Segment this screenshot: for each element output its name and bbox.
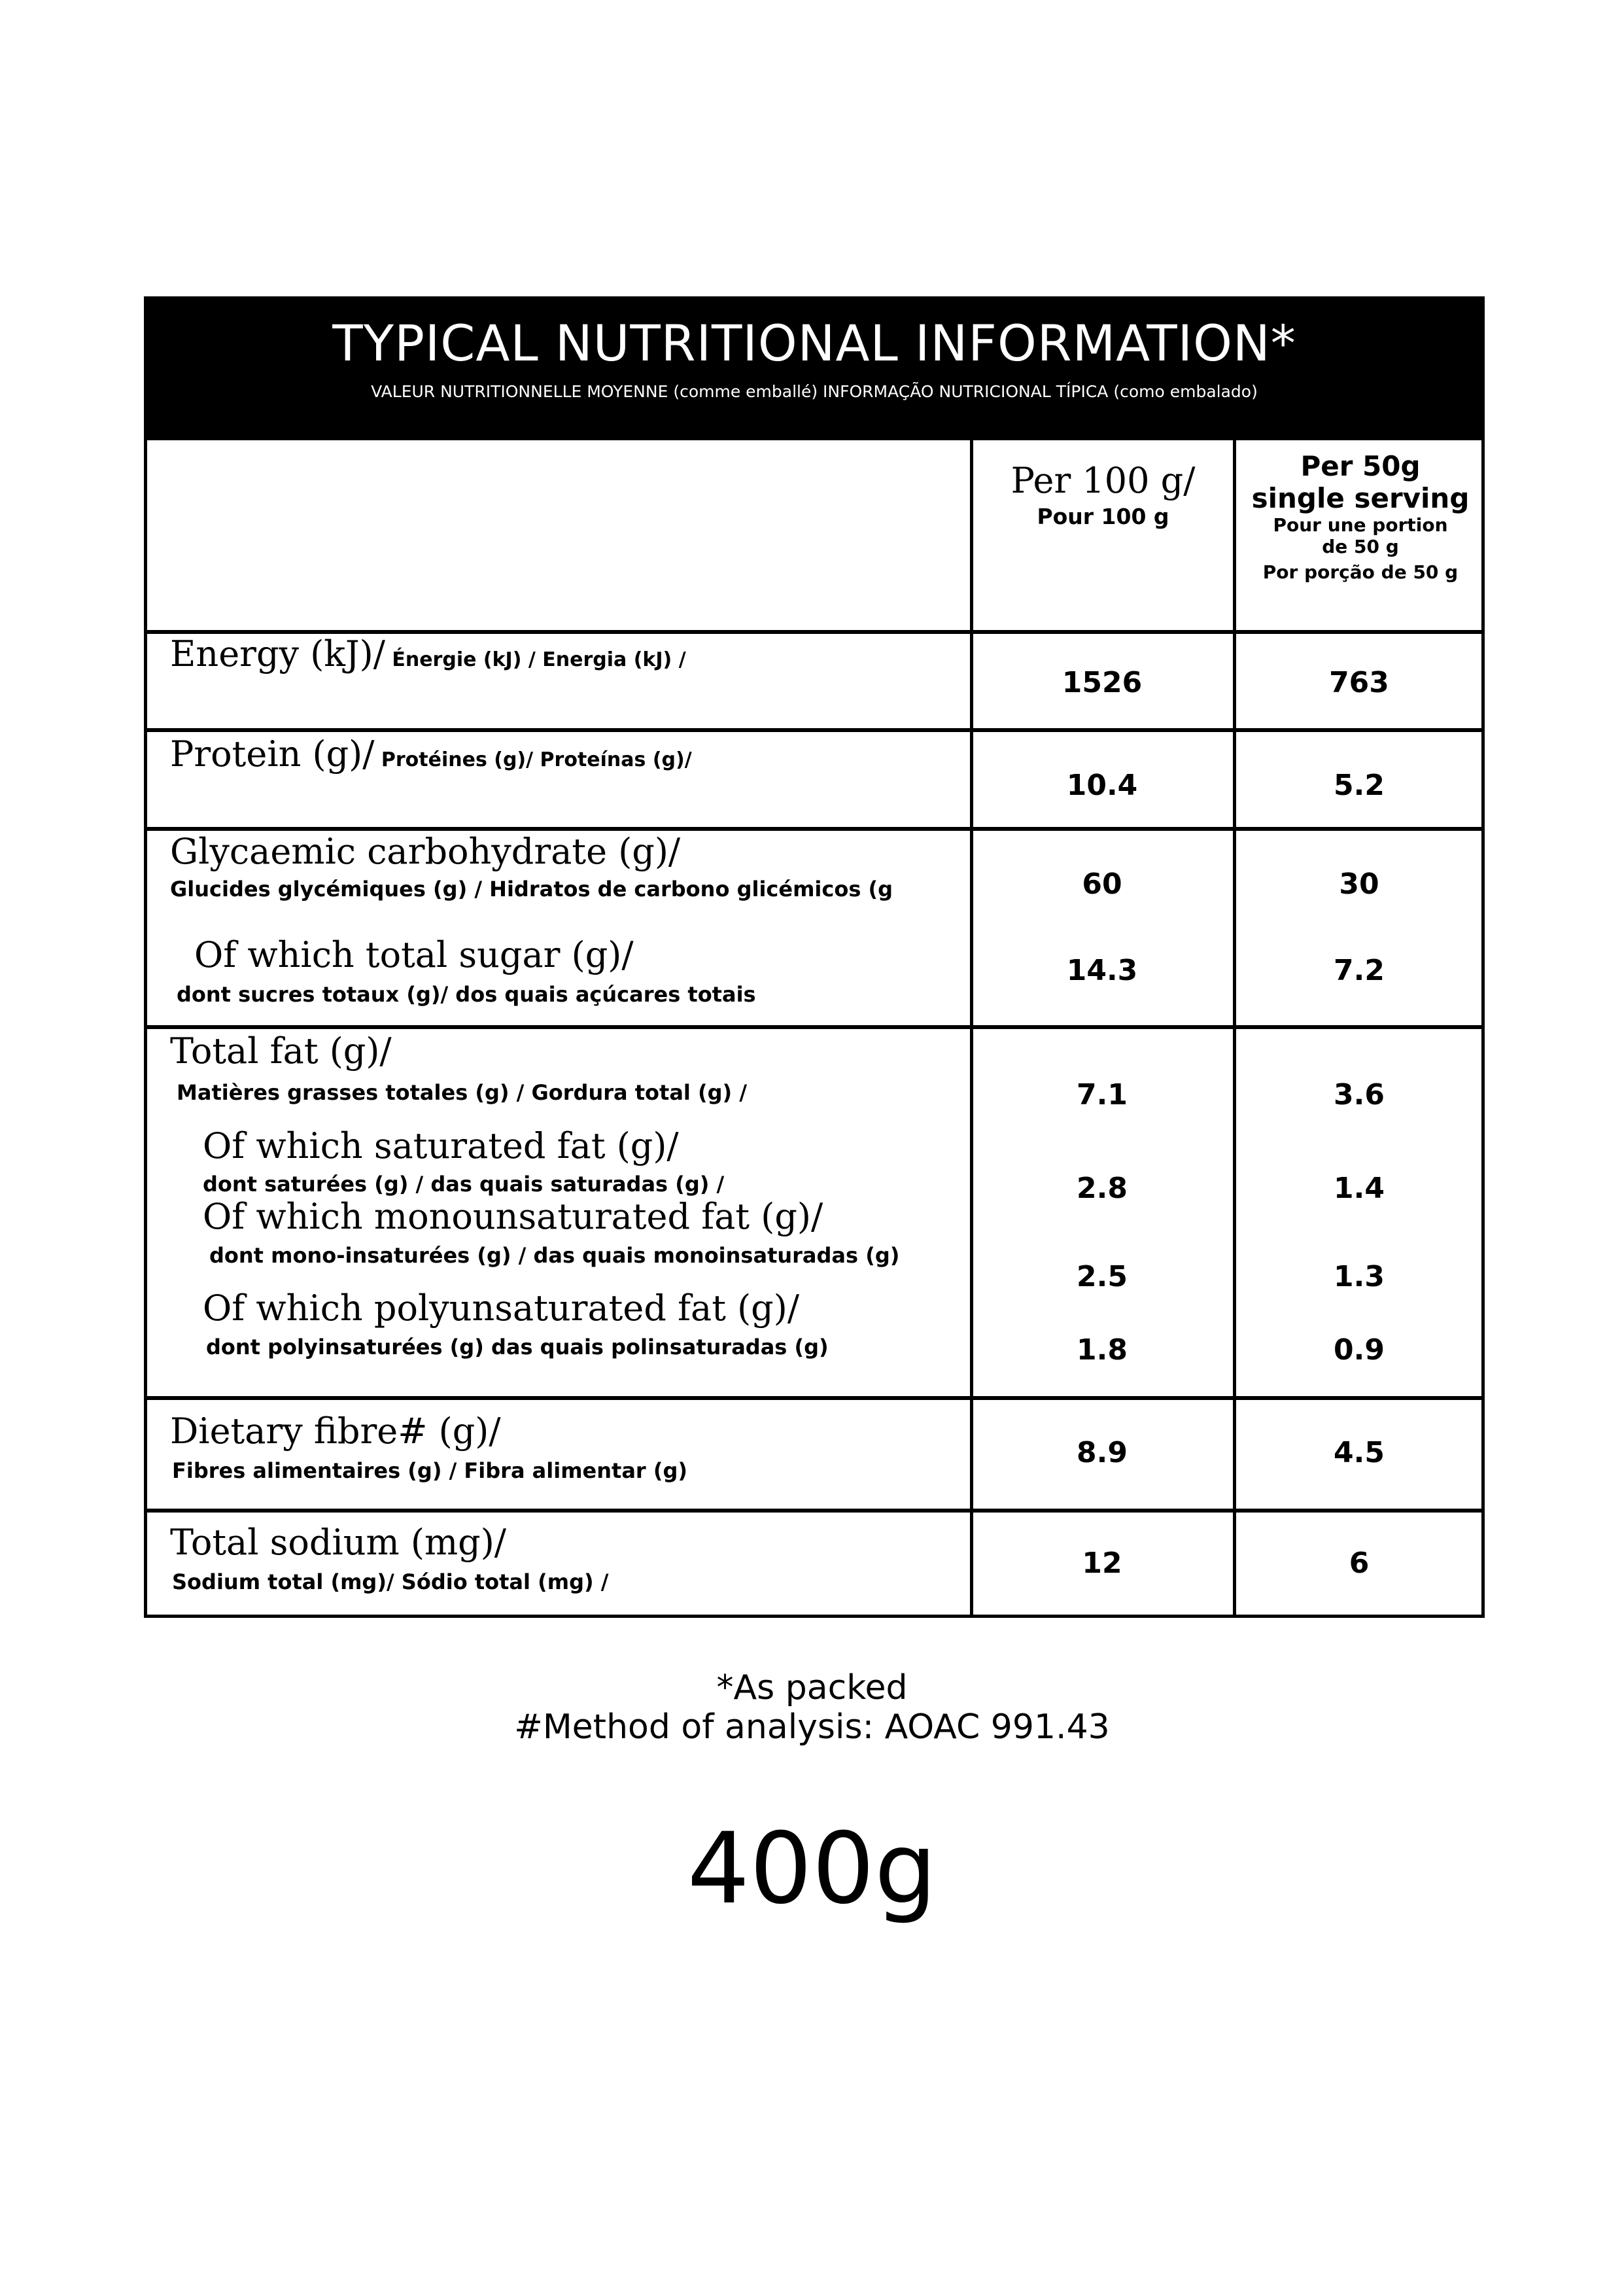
sugar-per100: 14.3 (1066, 954, 1138, 987)
polyfat-label: Of which polyunsaturated fat (g)/ (203, 1287, 800, 1329)
monofat-per100: 2.5 (1077, 1260, 1128, 1293)
per100-label: Per 100 g/ (1011, 460, 1196, 501)
serving-label-2: single serving (1251, 482, 1470, 514)
footnote-packed: *As packed (716, 1668, 908, 1707)
net-weight: 400g (687, 1812, 937, 1926)
fibre-label: Dietary fibre# (g)/ (170, 1410, 501, 1452)
sugar-label: Of which total sugar (g)/ (194, 934, 634, 975)
serving-label-1: Per 50g (1300, 450, 1421, 482)
row-divider (147, 1396, 1481, 1400)
energy-label: Energy (kJ)/ Énergie (kJ) / Energia (kJ) / (170, 633, 686, 674)
sugar-sublabel: dont sucres totaux (g)/ dos quais açúcares totais (177, 982, 756, 1007)
sugar-serving: 7.2 (1334, 954, 1385, 987)
fat-label: Total fat (g)/ (170, 1030, 392, 1072)
per100-sublabel: Pour 100 g (1037, 504, 1169, 529)
serving-sublabel-2: de 50 g (1322, 536, 1399, 557)
monofat-label: Of which monounsaturated fat (g)/ (203, 1196, 823, 1237)
polyfat-sublabel: dont polyinsaturées (g) das quais polinsaturadas (g) (206, 1335, 829, 1359)
satfat-per100: 2.8 (1077, 1172, 1128, 1205)
polyfat-serving: 0.9 (1334, 1333, 1385, 1367)
carb-serving: 30 (1339, 867, 1379, 901)
column-header-serving (1236, 450, 1485, 583)
fibre-per100: 8.9 (1077, 1436, 1128, 1469)
table-subtitle: VALEUR NUTRITIONNELLE MOYENNE (comme emballé) INFORMAÇÃO NUTRICIONAL TÍPICA (como embalado) (371, 382, 1258, 401)
energy-per100: 1526 (1062, 666, 1143, 699)
nutrition-table (144, 296, 1485, 1618)
satfat-serving: 1.4 (1334, 1172, 1385, 1205)
sodium-per100: 12 (1082, 1547, 1122, 1580)
energy-serving: 763 (1329, 666, 1389, 699)
table-header (147, 300, 1481, 440)
carb-label: Glycaemic carbohydrate (g)/ (170, 831, 681, 872)
footnote-method: #Method of analysis: AOAC 991.43 (514, 1707, 1110, 1747)
monofat-sublabel: dont mono-insaturées (g) / das quais monoinsaturadas (g) (209, 1243, 900, 1268)
protein-label: Protein (g)/ Protéines (g)/ Proteínas (g)/ (170, 733, 692, 775)
protein-serving: 5.2 (1334, 769, 1385, 802)
serving-sublabel-1: Pour une portion (1273, 514, 1448, 536)
sodium-sublabel: Sodium total (mg)/ Sódio total (mg) / (172, 1569, 609, 1594)
polyfat-per100: 1.8 (1077, 1333, 1128, 1367)
fibre-sublabel: Fibres alimentaires (g) / Fibra alimentar (g) (172, 1458, 687, 1483)
monofat-serving: 1.3 (1334, 1260, 1385, 1293)
row-divider (147, 728, 1481, 732)
satfat-sublabel: dont saturées (g) / das quais saturadas (g) / (203, 1172, 725, 1197)
row-divider (147, 1509, 1481, 1513)
carb-sublabel: Glucides glycémiques (g) / Hidratos de carbono glicémicos (g (170, 877, 893, 901)
fat-sublabel: Matières grasses totales (g) / Gordura total (g) / (177, 1080, 747, 1105)
column-header-per100 (973, 460, 1233, 529)
carb-per100: 60 (1082, 867, 1122, 901)
serving-sublabel-3: Por porção de 50 g (1262, 561, 1459, 583)
sodium-label: Total sodium (mg)/ (170, 1522, 506, 1563)
table-title: TYPICAL NUTRITIONAL INFORMATION* (332, 314, 1296, 372)
row-divider (147, 1025, 1481, 1029)
protein-per100: 10.4 (1066, 769, 1138, 802)
satfat-label: Of which saturated fat (g)/ (203, 1125, 679, 1166)
fat-serving: 3.6 (1334, 1078, 1385, 1111)
fat-per100: 7.1 (1077, 1078, 1128, 1111)
fibre-serving: 4.5 (1334, 1436, 1385, 1469)
sodium-serving: 6 (1349, 1547, 1370, 1580)
